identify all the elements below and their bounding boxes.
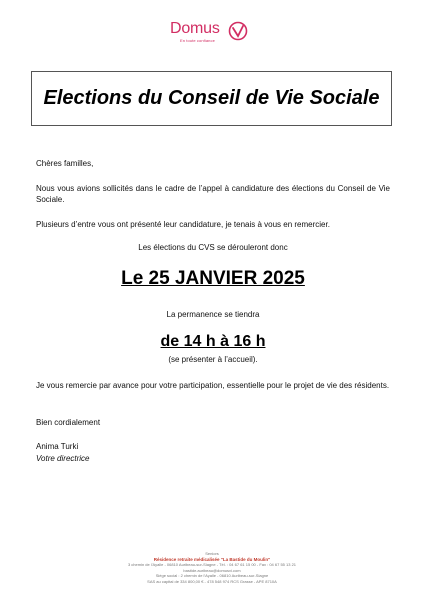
- page-title: Elections du Conseil de Vie Sociale: [43, 87, 380, 109]
- election-date: Le 25 JANVIER 2025: [121, 268, 305, 289]
- domus-logo: [170, 20, 260, 48]
- footer-residence: Résidence retraite médicalisée "La Bastide du Moulin": [153, 556, 271, 562]
- paragraph-2: Plusieurs d’entre vous ont présenté leur candidature, je tenais à vous en remercier.: [36, 220, 330, 229]
- closing: Bien cordialement: [36, 418, 101, 427]
- logo-tagline: En toute confiance: [180, 38, 215, 43]
- hours-note: (se présenter à l’accueil).: [168, 355, 258, 364]
- footer: [100, 551, 324, 584]
- footer-legal: SAS au capital de 334 800,00 € - 478 548 974 RCS Grasse - APE 8710A: [147, 578, 277, 584]
- title-box: [31, 71, 392, 126]
- hours: de 14 h à 16 h: [160, 333, 266, 350]
- logo-name: Domus: [170, 20, 220, 37]
- signature-role: Votre directrice: [36, 454, 90, 463]
- paragraph-1: Nous vous avions sollicités dans le cadre de l’appel à candidature des élections du Conseil de Vie Sociale.: [36, 184, 390, 204]
- paragraph-4: Je vous remercie par avance pour votre participation, essentielle pour le projet de vie des résidents.: [36, 381, 390, 390]
- footer-address: 3 chemin de l'Ayalle - 06810 Auribeau-sur-Siagne - Tél. : 04 67 61 15 00 - Fax : 04 67 55 13 21: [127, 562, 297, 567]
- footer-head-office: Siège social : 2 chemin de l'Ayalle - 06810 Auribeau-sur-Siagne: [155, 573, 269, 578]
- footer-email: bastide.auribeau@domusvi.com: [183, 567, 241, 573]
- logo-heart-icon: [228, 21, 248, 41]
- permanence-text: La permanence se tiendra: [166, 310, 260, 319]
- signature-name: Anima Turki: [36, 442, 79, 451]
- paragraph-3: Les élections du CVS se dérouleront donc: [138, 243, 288, 252]
- footer-line-0: Seniors: [205, 551, 219, 556]
- greeting: Chères familles,: [36, 159, 94, 168]
